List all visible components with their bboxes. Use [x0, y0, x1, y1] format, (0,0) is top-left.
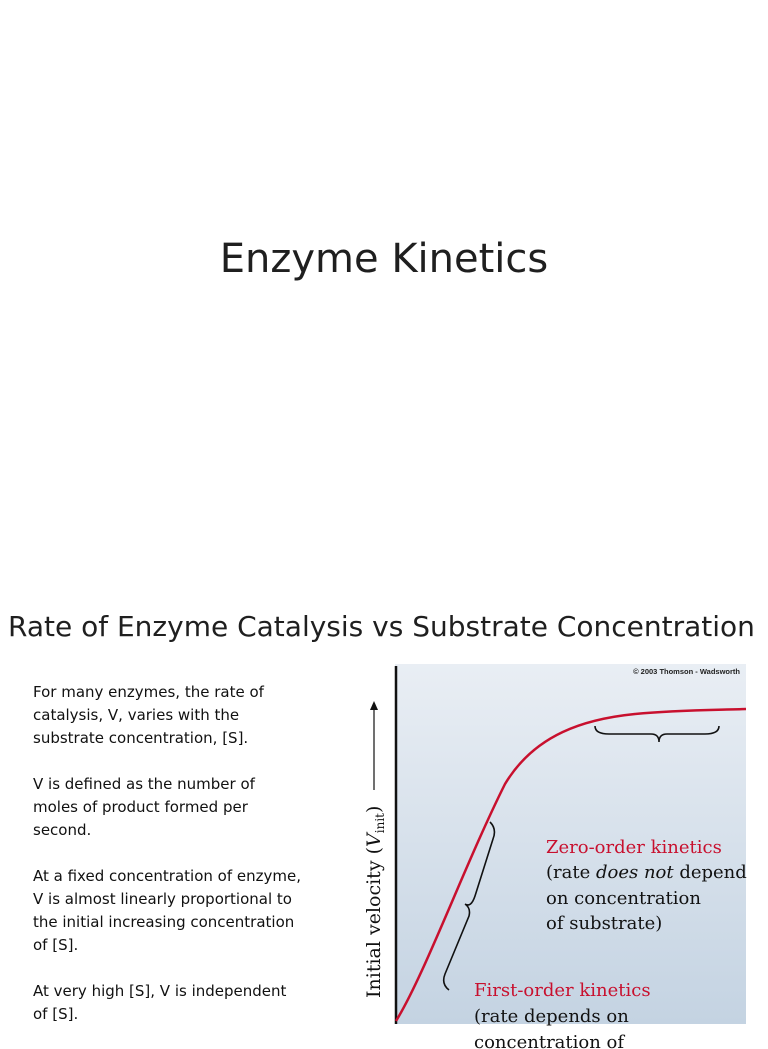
y-axis-label-sub: init [373, 813, 387, 834]
copyright-text: © 2003 Thomson - Wadsworth [633, 667, 740, 676]
y-axis-label-var: V [363, 833, 385, 847]
first-order-line3: concentration of [474, 1032, 625, 1049]
y-axis-label-arrowhead-icon [370, 701, 378, 710]
kinetics-figure-svg [363, 664, 747, 1049]
paragraph-v-definition: V is defined as the number of moles of product formed per second. [33, 775, 255, 839]
zero-order-line2: (rate does not depend [546, 862, 747, 883]
slide-enzyme-catalysis [0, 576, 768, 1049]
slide-title-heading: Enzyme Kinetics [219, 236, 549, 282]
svg-text:Initial velocity (Vinit) [363, 806, 387, 998]
y-axis-label-prefix: Initial velocity ( [363, 846, 385, 998]
y-axis-label [363, 701, 387, 998]
zero-order-title: Zero-order kinetics [546, 837, 722, 858]
paragraph-rate-of-catalysis: For many enzymes, the rate of catalysis, V, varies with the substrate concentration, [S]. [33, 683, 264, 747]
first-order-title: First-order kinetics [474, 980, 651, 1001]
slide2-heading: Rate of Enzyme Catalysis vs Substrate Concentration [8, 610, 755, 643]
zero-order-line3: on concentration [546, 888, 701, 909]
slide2-body-text [33, 681, 303, 1049]
zero-order-line4: of substrate) [546, 913, 663, 934]
first-order-line2: (rate depends on [474, 1006, 629, 1027]
paragraph-fixed-enzyme: At a fixed concentration of enzyme, V is almost linearly proportional to the initial increasing concentration of [S]. [33, 867, 301, 954]
paragraph-high-substrate: At very high [S], V is independent of [S]. [33, 982, 287, 1023]
y-axis-label-suffix: ) [363, 805, 385, 814]
kinetics-figure [363, 664, 747, 1049]
